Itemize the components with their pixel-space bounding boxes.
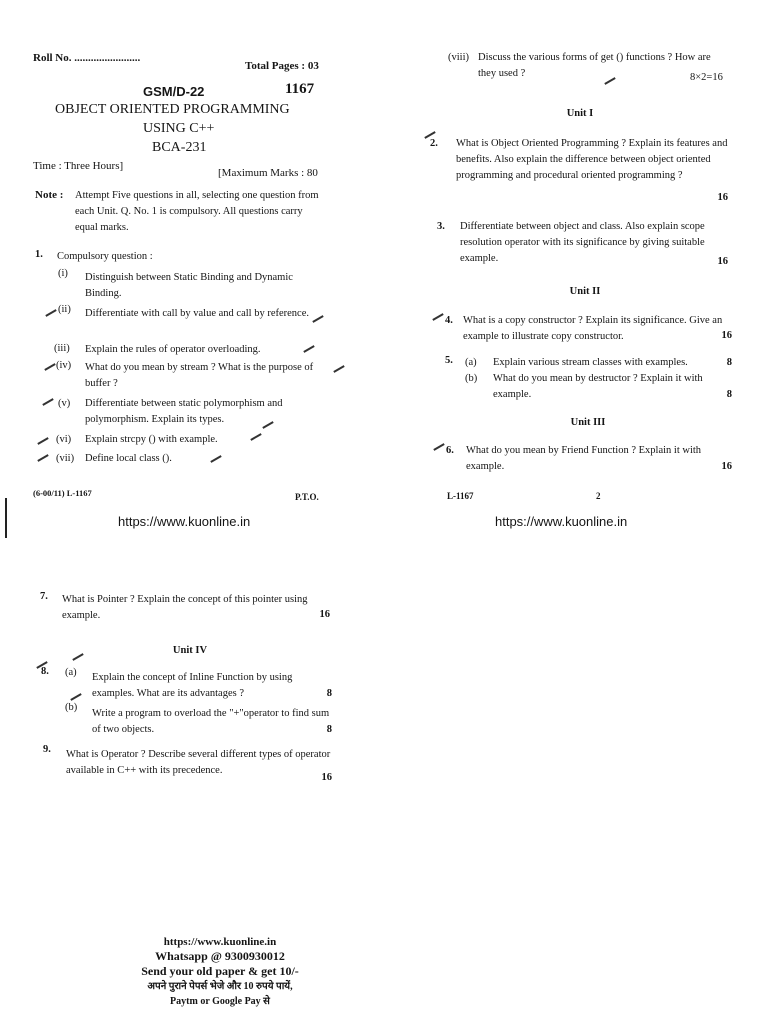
paper-subtitle: USING C++ (143, 121, 215, 136)
q1-part-text: Define local class (). (85, 453, 172, 464)
maximum-marks: [Maximum Marks : 80 (218, 167, 318, 179)
unit-3-heading: Unit III (570, 417, 606, 428)
question-5-number: 5. (445, 355, 453, 366)
q1-part-number: (vi) (56, 434, 72, 445)
tick-mark (432, 313, 443, 321)
question-3-marks: 16 (717, 256, 728, 267)
promo-whatsapp: Whatsapp @ 9300930012 (155, 949, 285, 963)
note-label: Note : (35, 189, 64, 201)
question-1-number: 1. (35, 249, 43, 260)
question-8-number: 8. (41, 666, 49, 677)
note-text: Attempt Five questions in all, selecting one question from each Unit. Q. No. 1 is compulsory. All questions carry equal marks. (75, 190, 319, 233)
paper-number: 1167 (285, 81, 315, 97)
question-8a-text: Explain the concept of Inline Function by using examples. What are its advantages ? (92, 672, 293, 699)
question-5a-text: Explain various stream classes with examples. (493, 357, 688, 368)
q1-part-number: (iii) (54, 343, 70, 354)
question-7-marks: 16 (319, 609, 330, 620)
promo-block (90, 935, 350, 1009)
question-4-number: 4. (445, 315, 453, 326)
tick-mark (44, 363, 55, 371)
page-1-footer-code: (6-00/11) L-1167 (33, 488, 92, 498)
promo-payment: Paytm or Google Pay से (170, 996, 270, 1007)
course-code: BCA-231 (152, 140, 207, 155)
total-pages: Total Pages : 03 (245, 60, 319, 72)
question-8a-label: (a) (65, 667, 77, 678)
question-2-text: What is Object Oriented Programming ? Explain its features and benefits. Also explain the difference between object oriented programming and procedural oriented programming ? (456, 138, 728, 181)
question-5a-marks: 8 (726, 357, 732, 368)
source-url-link[interactable]: https://www.kuonline.in (495, 514, 628, 529)
question-5b-label: (b) (465, 373, 478, 384)
promo-offer-hindi: अपने पुराने पेपर्स भेजे और 10 रुपये पायें, (147, 981, 293, 992)
question-7-number: 7. (40, 591, 48, 602)
question-8b-label: (b) (65, 702, 78, 713)
question-6-marks: 16 (721, 461, 732, 472)
q1-part-number: (i) (58, 268, 68, 279)
question-6-text: What do you mean by Friend Function ? Explain it with example. (466, 445, 702, 472)
promo-offer: Send your old paper & get 10/- (141, 964, 299, 978)
page-2-number: 2 (596, 491, 601, 501)
question-8a-marks: 8 (326, 688, 332, 699)
question-3-text: Differentiate between object and class. Also explain scope resolution operator with its significance by giving suitable example. (460, 221, 705, 264)
q1-part-text: Discuss the various forms of get () functions ? How are they used ? (478, 52, 711, 79)
q1-part-text: Differentiate with call by value and call by reference. (85, 308, 309, 319)
question-5b-text: What do you mean by destructor ? Explain it with example. (493, 373, 703, 400)
unit-2-heading: Unit II (569, 286, 601, 297)
tick-mark (37, 437, 48, 445)
q1-part-number: (ii) (58, 304, 71, 315)
tick-mark (37, 454, 48, 462)
page-2-footer-code: L-1167 (447, 491, 474, 501)
question-2-marks: 16 (717, 192, 728, 203)
q1-part-text: Explain strcpy () with example. (85, 434, 218, 445)
question-9-text: What is Operator ? Describe several different types of operator available in C++ with its precedence. (66, 749, 331, 776)
scan-edge-line (5, 498, 7, 538)
source-url-link[interactable]: https://www.kuonline.in (118, 514, 251, 529)
question-4-text: What is a copy constructor ? Explain its significance. Give an example to illustrate copy constructor. (463, 315, 723, 342)
question-8b-text: Write a program to overload the "+"operator to find sum of two objects. (92, 708, 330, 735)
q1-part-text: Distinguish between Static Binding and Dynamic Binding. (85, 272, 293, 299)
q1-part-text: What do you mean by stream ? What is the purpose of buffer ? (85, 362, 314, 389)
question-7-text: What is Pointer ? Explain the concept of this pointer using example. (62, 594, 308, 621)
tick-mark (42, 398, 53, 406)
question-9-marks: 16 (321, 772, 332, 783)
q1-part-number: (vii) (56, 453, 75, 464)
tick-mark (72, 653, 83, 661)
unit-1-heading: Unit I (566, 108, 594, 119)
question-2-number: 2. (430, 138, 438, 149)
q1-part-text: Explain the rules of operator overloading. (85, 344, 261, 355)
tick-mark (45, 309, 56, 317)
question-5a-label: (a) (465, 357, 477, 368)
q1-part-number: (viii) (448, 52, 469, 63)
tick-mark (333, 365, 344, 373)
promo-website-link[interactable]: https://www.kuonline.in (163, 936, 277, 948)
question-3-number: 3. (437, 221, 445, 232)
question-9-number: 9. (43, 744, 51, 755)
unit-4-heading: Unit IV (172, 645, 208, 656)
question-5b-marks: 8 (726, 389, 732, 400)
question-6-number: 6. (446, 445, 454, 456)
tick-mark (433, 443, 444, 451)
question-8b-marks: 8 (326, 724, 332, 735)
question-4-marks: 16 (721, 330, 732, 341)
pto-label: P.T.O. (295, 492, 319, 502)
time-allowed: Time : Three Hours] (33, 160, 124, 172)
q1-part-number: (v) (58, 398, 71, 409)
q1-marks: 8×2=16 (690, 72, 723, 83)
q1-part-number: (iv) (56, 360, 72, 371)
exam-code: GSM/D-22 (143, 84, 205, 99)
paper-title: OBJECT ORIENTED PROGRAMMING (55, 102, 290, 117)
roll-no: Roll No. ........................ (33, 52, 141, 64)
q1-part-text: Differentiate between static polymorphism and polymorphism. Explain its types. (85, 398, 283, 425)
question-1-text: Compulsory question : (57, 251, 153, 262)
